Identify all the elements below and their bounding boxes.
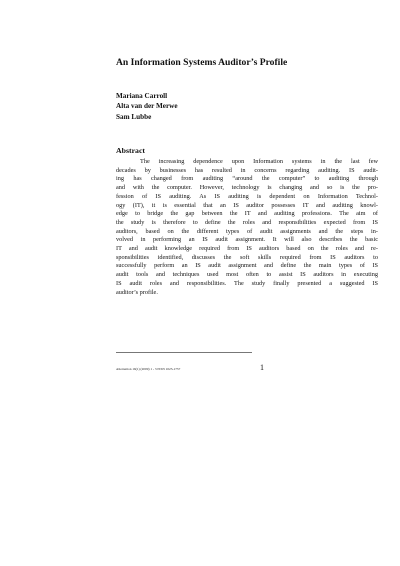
abstract-line: ogy (IT), it is essential that an IS auditor possesses IT and auditing knowl-: [116, 201, 378, 209]
abstract-line: IS audit roles and responsibilities. The study finally presented a suggested IS: [116, 279, 378, 287]
abstract-line: ing has changed from auditing “around the computer” to auditing through: [116, 175, 378, 183]
abstract-line: and with the computer. However, technology is changing and so is the pro-: [116, 184, 378, 192]
footer-citation: Alternation 16(1) (2009) 1 - 3 ISSN 1023-1757: [116, 367, 181, 371]
abstract-line: edge to bridge the gap between the IT and auditing professions. The aim of: [116, 210, 378, 218]
abstract-line: audit tools and techniques used most often to assist IS auditors in executing: [116, 271, 378, 279]
page-number: 1: [260, 363, 264, 372]
abstract-heading: Abstract: [116, 146, 146, 155]
abstract-line: auditors, based on the different types of audit assignments and the steps in-: [116, 227, 378, 235]
paper-title: An Information Systems Auditor’s Profile: [116, 57, 288, 68]
footer-rule: [116, 352, 252, 353]
abstract-text: [116, 158, 378, 297]
author-name: Alta van der Merwe: [116, 102, 178, 111]
abstract-line: The increasing dependence upon Information systems in the last few: [140, 158, 378, 165]
abstract-line: volved in performing an IS audit assignment. It will also describes the basic: [116, 236, 378, 244]
author-name: Mariana Carroll: [116, 92, 168, 100]
author-name: Sam Lubbe: [116, 112, 152, 121]
author-list: [116, 91, 178, 122]
abstract-line: fession of IS auditing. As IS auditing is dependent on Information Technol-: [116, 192, 378, 200]
abstract-line: the study is therefore to define the roles and responsibilities expected from IS: [116, 218, 378, 226]
abstract-line: IT and audit knowledge required from IS auditors based on the roles and re-: [116, 245, 378, 253]
abstract-line: sponsibilities identified, discusses the soft skills required from IS auditors to: [116, 253, 378, 261]
abstract-line: auditor’s profile.: [116, 288, 158, 296]
abstract-line: successfully perform an IS audit assignment and define the main types of IS: [116, 262, 378, 270]
abstract-line: decades by businesses has resulted in concerns regarding auditing. IS audit-: [116, 166, 378, 174]
